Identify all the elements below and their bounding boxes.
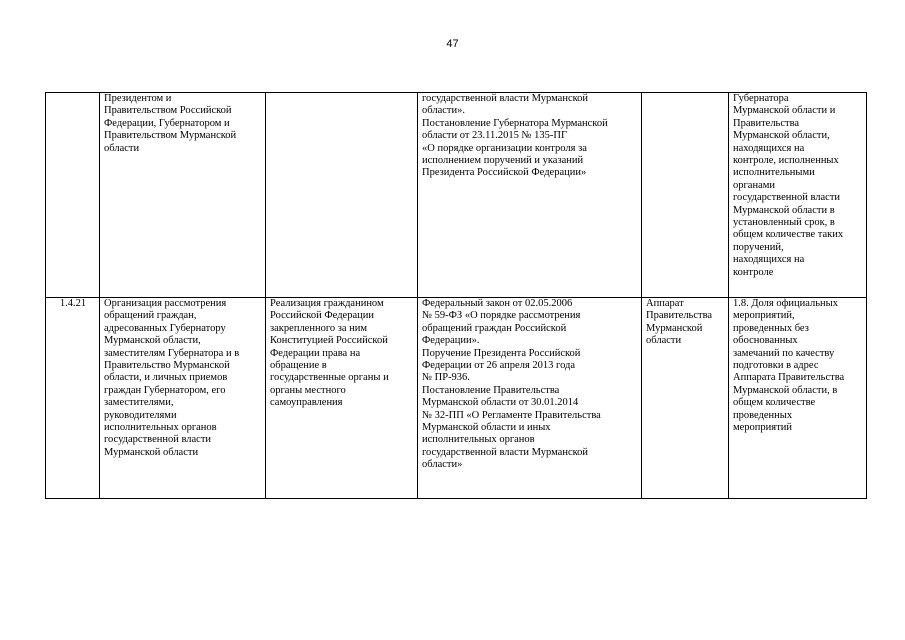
executor-cell xyxy=(642,298,729,499)
documents-text: государственной власти Мурманской области». Постановление Губернатора Мурманской области от 23.11.2015 № 135-ПГ «О порядке организации контроля за исполнением поручений и указаний Президента Российской Федерации» xyxy=(422,93,608,179)
item-number: 1.4.21 xyxy=(59,298,87,309)
item-number-cell xyxy=(46,93,100,298)
measure-text: Реализация гражданином Российской Федерации закрепленного за ним Конституцией Российской Федерации права на обращение в государственные органы и органы местного самоуправления xyxy=(270,298,389,409)
event-name-cell xyxy=(100,298,266,499)
event-name-text: Организация рассмотрения обращений граждан, адресованных Губернатору Мурманской области, заместителям Губернатора и в Правительство Мурманской области, и личных приемов граждан Губернатором, его заместителями, руководителями исполнительных органов государственной власти Мурманской области xyxy=(104,298,240,458)
indicator-text: Губернатора Мурманской области и Правительства Мурманской области, находящихся на контроле, исполненных исполнительными органами государственной власти Мурманской области в установленный срок, в общем количестве таких поручений, находящихся на контроле xyxy=(733,93,844,278)
item-number-cell xyxy=(46,298,100,499)
documents-text: Федеральный закон от 02.05.2006 № 59-ФЗ «О порядке рассмотрения обращений граждан Российской Федерации». Поручение Президента Российской Федерации от 26 апреля 2013 года № ПР-936. Постановление Правительства Мурманской области от 30.01.2014 № 32-ПП «О Регламенте Правительства Мурманской области и иных исполнительных органов государственной власти Мурманской области» xyxy=(422,298,601,471)
indicator-cell xyxy=(729,93,867,298)
event-name-cell xyxy=(100,93,266,298)
indicator-cell xyxy=(729,298,867,499)
measure-cell xyxy=(266,298,418,499)
table-row xyxy=(46,298,867,499)
indicator-text: 1.8. Доля официальных мероприятий, проведенных без обоснованных замечаний по качеству подготовки в адрес Аппарата Правительства Мурманской области, в общем количестве проведенных мероприятий xyxy=(733,298,845,434)
page-number: 47 xyxy=(446,38,459,50)
event-name-text: Президентом и Правительством Российской Федерации, Губернатором и Правительством Мурманской области xyxy=(104,93,237,154)
plan-table xyxy=(45,92,867,499)
documents-cell xyxy=(418,93,642,298)
table-row xyxy=(46,93,867,298)
executor-text: Аппарат Правительства Мурманской области xyxy=(646,298,713,347)
executor-cell xyxy=(642,93,729,298)
measure-cell xyxy=(266,93,418,298)
documents-cell xyxy=(418,298,642,499)
